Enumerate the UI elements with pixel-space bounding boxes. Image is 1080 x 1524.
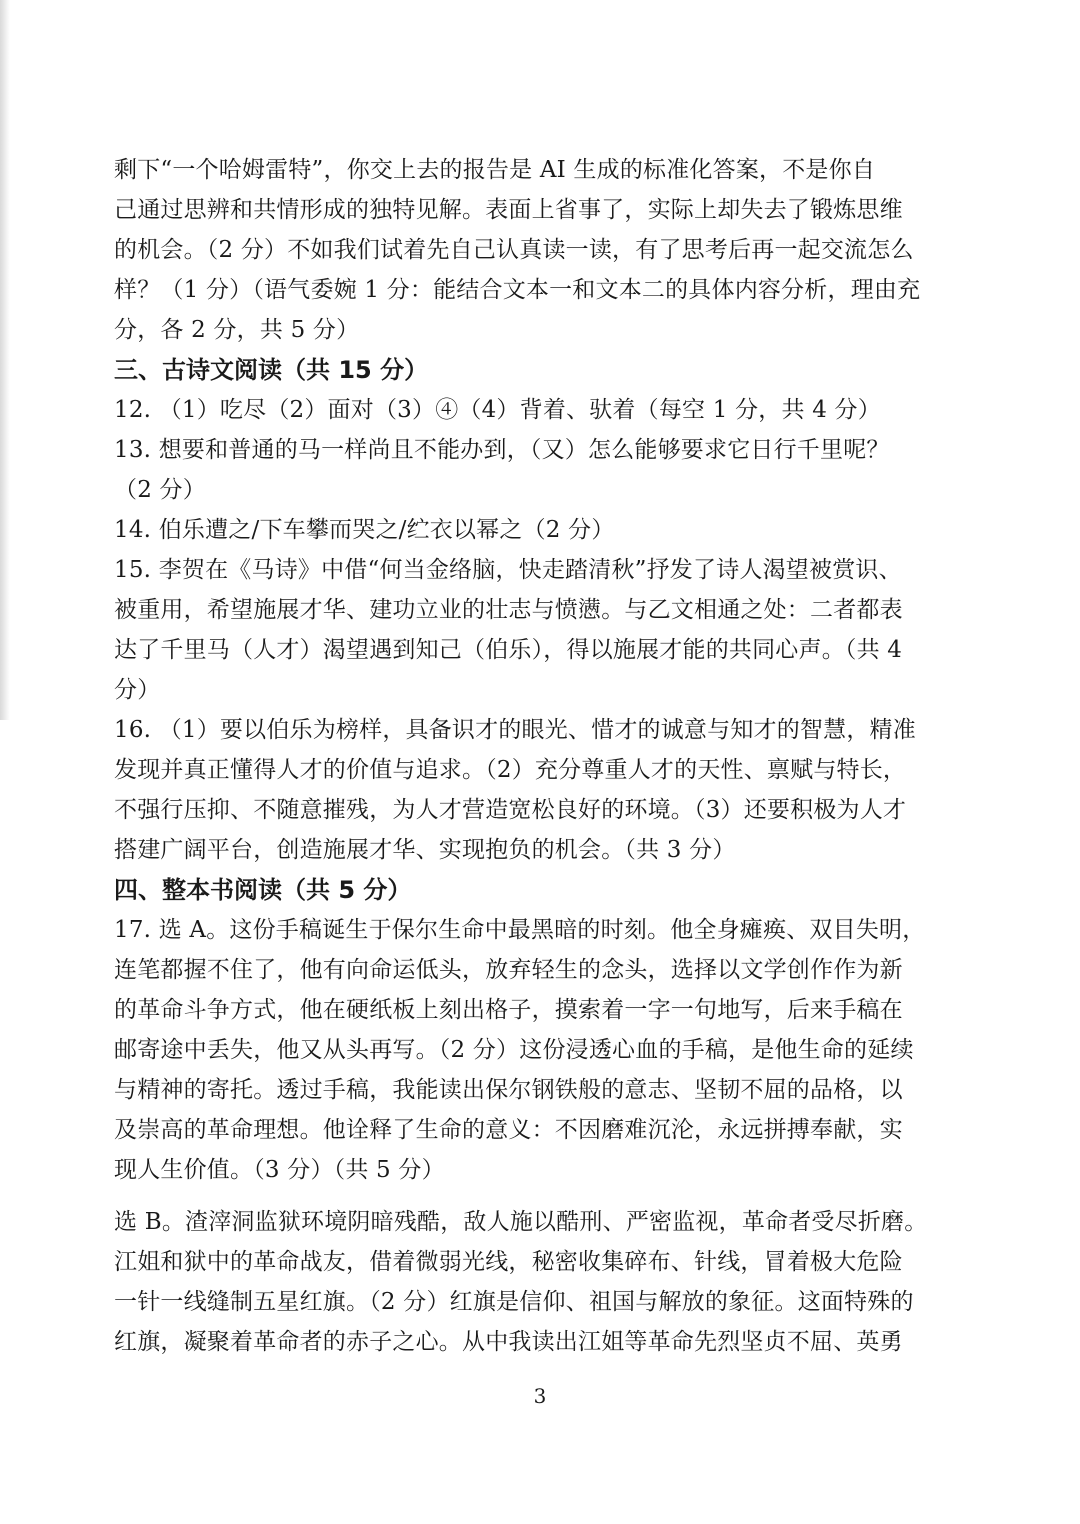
text-line: 江姐和狱中的革命战友，借着微弱光线，秘密收集碎布、针线，冒着极大危险 (114, 1249, 903, 1275)
text-line: 被重用，希望施展才华、建功立业的壮志与愤懑。与乙文相通之处：二者都表 (114, 597, 903, 623)
text-line: 的机会。（2 分）不如我们试着先自己认真读一读，有了思考后再一起交流怎么 (114, 237, 914, 263)
text-line: 选 B。渣滓洞监狱环境阴暗残酷，敌人施以酷刑、严密监视，革命者受尽折磨。 (114, 1209, 928, 1235)
text-line: 不强行压抑、不随意摧残，为人才营造宽松良好的环境。（3）还要积极为人才 (114, 797, 907, 823)
text-line: 邮寄途中丢失，他又从头再写。（2 分）这份浸透心血的手稿，是他生命的延续 (114, 1037, 914, 1063)
text-line: 一针一线缝制五星红旗。（2 分）红旗是信仰、祖国与解放的象征。这面特殊的 (114, 1289, 914, 1315)
text-line: 样？（1 分）（语气委婉 1 分：能结合文本一和文本二的具体内容分析，理由充 (114, 277, 921, 303)
text-line: 及崇高的革命理想。他诠释了生命的意义：不因磨难沉沦，永远拼搏奉献，实 (114, 1117, 903, 1143)
text-line: 14. 伯乐遭之/下车攀而哭之/纻衣以幂之（2 分） (114, 517, 615, 543)
text-line: 现人生价值。（3 分）（共 5 分） (114, 1157, 445, 1183)
paragraph-gap (114, 1190, 970, 1202)
text-line: 发现并真正懂得人才的价值与追求。（2）充分尊重人才的天性、禀赋与特长， (114, 757, 907, 783)
section-heading-whole-book-reading: 四、整本书阅读（共 5 分） (114, 876, 412, 904)
text-line: 剩下“一个哈姆雷特”，你交上去的报告是 AI 生成的标准化答案，不是你自 (114, 157, 876, 183)
text-line: 搭建广阔平台，创造施展才华、实现抱负的机会。（共 3 分） (114, 837, 736, 863)
whole-book-answer-option-b (114, 1202, 970, 1362)
text-line: 连笔都握不住了，他有向命运低头，放弃轻生的念头，选择以文学创作作为新 (114, 957, 903, 983)
text-line: 达了千里马（人才）渴望遇到知己（伯乐），得以施展才能的共同心声。（共 4 (114, 637, 903, 663)
text-line: 13. 想要和普通的马一样尚且不能办到，（又）怎么能够要求它日行千里呢？ (114, 437, 890, 463)
text-line: 12. （1）吃尽（2）面对（3）④（4）背着、驮着（每空 1 分，共 4 分） (114, 397, 881, 423)
answer-continuation (114, 150, 970, 350)
text-line: 17. 选 A。这份手稿诞生于保尔生命中最黑暗的时刻。他全身瘫痪、双目失明， (114, 917, 926, 943)
answer-key-page (114, 150, 970, 1362)
text-line: 己通过思辨和共情形成的独特见解。表面上省事了，实际上却失去了锻炼思维 (114, 197, 903, 223)
text-line: 15. 李贺在《马诗》中借“何当金络脑，快走踏清秋”抒发了诗人渴望被赏识、 (114, 557, 902, 583)
text-line: 的革命斗争方式，他在硬纸板上刻出格子，摸索着一字一句地写，后来手稿在 (114, 997, 903, 1023)
scan-edge-shadow (0, 0, 10, 720)
page-number: 3 (533, 1384, 547, 1408)
whole-book-answer-option-a (114, 910, 970, 1190)
text-line: （2 分） (114, 477, 206, 503)
text-line: 分） (114, 677, 161, 703)
text-line: 红旗，凝聚着革命者的赤子之心。从中我读出江姐等革命先烈坚贞不屈、英勇 (114, 1329, 903, 1355)
classical-poetry-answers (114, 390, 970, 870)
text-line: 与精神的寄托。透过手稿，我能读出保尔钢铁般的意志、坚韧不屈的品格，以 (114, 1077, 903, 1103)
text-line: 分，各 2 分，共 5 分） (114, 317, 360, 343)
text-line: 16. （1）要以伯乐为榜样，具备识才的眼光、惜才的诚意与知才的智慧，精准 (114, 717, 916, 743)
section-heading-classical-poetry: 三、古诗文阅读（共 15 分） (114, 356, 429, 384)
